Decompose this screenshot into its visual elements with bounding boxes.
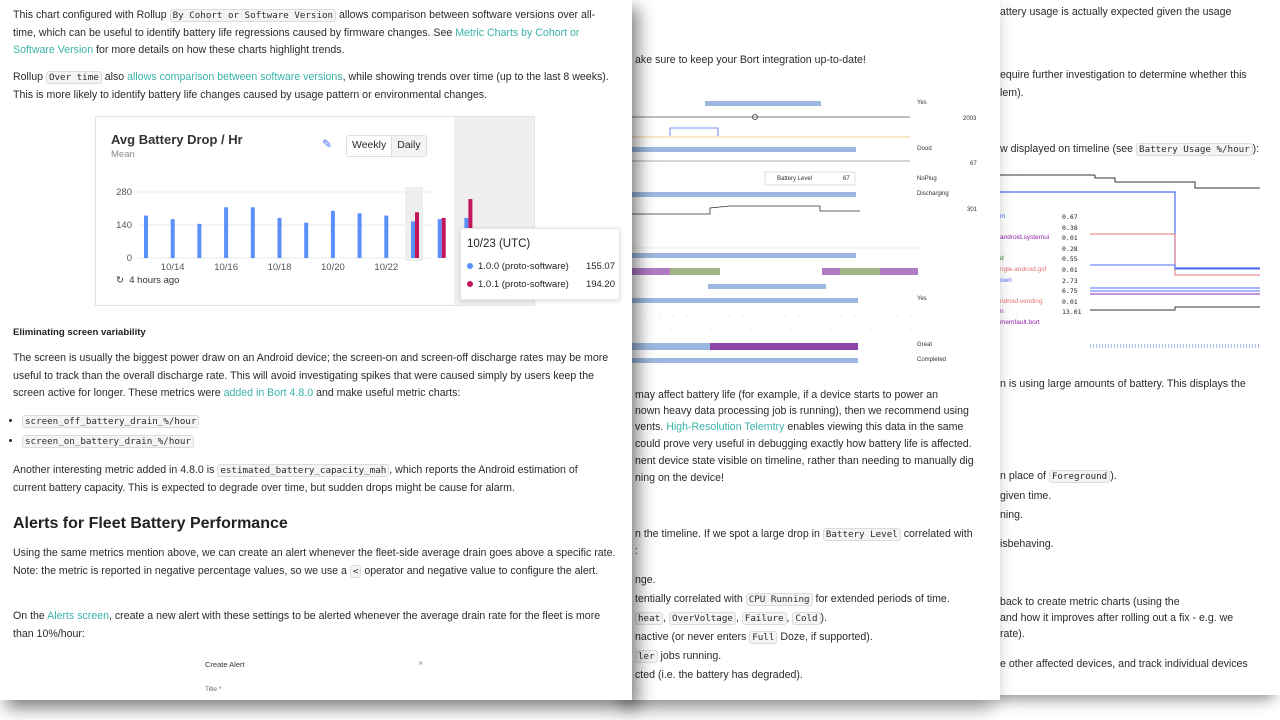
timeline-value: 2003 bbox=[963, 116, 977, 122]
app-usage-row bbox=[1000, 277, 1095, 287]
app-name: ngle.android.gsf bbox=[1000, 266, 1047, 273]
rollup-paragraph: Rollup Over time also allows comparison between software versions, while showing trends over time (up to the last 8 weeks). This is more likely to identify battery life changes caused by usage pattern or environmental changes. bbox=[13, 71, 609, 101]
text-line: equire further investigation to determine whether this bbox=[1000, 69, 1247, 81]
app-name: n bbox=[1000, 308, 1004, 316]
text-line: ning. bbox=[1000, 509, 1023, 521]
app-usage-row bbox=[1000, 213, 1095, 223]
app-usage-row bbox=[1000, 224, 1095, 234]
timeline-label: Good bbox=[917, 146, 932, 152]
text-line: nge. bbox=[635, 574, 656, 586]
bar bbox=[197, 224, 201, 258]
intro-paragraph: This chart configured with Rollup By Cohort or Software Version allows comparison between software versions over all-time, which can be useful to identify battery life regressions caused by firmware changes. See Metric Charts by Cohort or Software Version for more details on how these charts highlight trends. bbox=[13, 9, 596, 56]
battery-level-label: Battery Level bbox=[777, 176, 813, 182]
text-line: heat , OverVoltage , Failure , Cold ). bbox=[635, 610, 827, 628]
app-usage-value: 2.73 bbox=[1062, 276, 1078, 285]
list-item: • screen_on_battery_drain_%/hour bbox=[22, 433, 199, 451]
text-line: ning on the device! bbox=[635, 472, 724, 484]
app-usage-row bbox=[1000, 255, 1095, 265]
series-dot-icon bbox=[467, 281, 473, 287]
text-line: isbehaving. bbox=[1000, 538, 1054, 550]
app-usage-value: 0.38 bbox=[1062, 223, 1078, 232]
alerts-paragraph: Using the same metrics mention above, we can create an alert whenever the fleet-side average drain goes above a specific rate. Note: the metric is reported in negative percentage values, so we use a < operator and negative value to configure the alert. bbox=[13, 547, 616, 577]
x-tick-label: 10/22 bbox=[374, 262, 399, 273]
text-line: ake sure to keep your Bort integration up-to-date! bbox=[635, 54, 866, 66]
text-line: may affect battery life (for example, if a device starts to power an bbox=[635, 389, 939, 401]
text-line: ler jobs running. bbox=[635, 648, 721, 666]
timeline-label: Yes bbox=[917, 296, 927, 302]
text-line: n is using large amounts of battery. This displays the bbox=[1000, 378, 1246, 390]
app-usage-value: 0.01 bbox=[1062, 266, 1078, 274]
y-tick-label: 280 bbox=[116, 187, 132, 198]
app-usage-row bbox=[1000, 266, 1095, 276]
y-tick-label: 140 bbox=[116, 220, 132, 231]
list-item: • screen_off_battery_drain_%/hour bbox=[22, 413, 199, 431]
compare-versions-link[interactable]: allows comparison between software versions bbox=[127, 71, 343, 83]
alerts-screen-link[interactable]: Alerts screen bbox=[47, 610, 109, 622]
device-timeline bbox=[630, 98, 1000, 370]
bort-480-link[interactable]: added in Bort 4.8.0 bbox=[223, 387, 314, 399]
text-line: given time. bbox=[1000, 490, 1052, 502]
text-line: lem). bbox=[1000, 87, 1024, 99]
series-dot-icon bbox=[467, 263, 473, 269]
hrt-link[interactable]: High-Resolution Telemtry bbox=[666, 421, 785, 433]
bar bbox=[171, 219, 175, 258]
app-name: own bbox=[1000, 276, 1012, 284]
bar bbox=[251, 207, 255, 258]
refresh-icon[interactable]: ↻ bbox=[116, 275, 124, 286]
app-usage-value: 0.55 bbox=[1062, 255, 1078, 264]
text-line: nactive (or never enters Full Doze, if supported). bbox=[635, 631, 873, 643]
bar bbox=[384, 216, 388, 258]
timeline-label: NoPlug bbox=[917, 176, 937, 182]
text-line: e other affected devices, and track individual devices bbox=[1000, 658, 1248, 670]
text-line: : bbox=[635, 545, 638, 557]
app-usage-value: 0.01 bbox=[1062, 297, 1078, 306]
screen-paragraph: The screen is usually the biggest power draw on an Android device; the screen-on and screen-off discharge rates may be more useful to track than the overall discharge rate. This will avoid investigating spikes that were caused simply by users keep the screen active for longer. These metrics were added in Bort 4.8.0 and make useful metric charts: bbox=[13, 352, 609, 399]
text-line: rate). bbox=[1000, 628, 1025, 640]
battery-level-value: 67 bbox=[843, 176, 850, 182]
weekly-toggle[interactable]: Weekly bbox=[352, 139, 387, 151]
app-usage-value: 0.28 bbox=[1062, 244, 1078, 253]
x-tick-label: 10/16 bbox=[214, 262, 238, 273]
bar bbox=[358, 213, 362, 258]
text-line: attery usage is actually expected given the usage bbox=[1000, 6, 1232, 18]
bar bbox=[278, 218, 282, 258]
app-usage-value: 13.01 bbox=[1062, 308, 1082, 317]
refresh-status: ↻ 4 hours ago bbox=[116, 275, 180, 286]
bar bbox=[144, 216, 148, 258]
section-heading-alerts: Alerts for Fleet Battery Performance bbox=[13, 515, 288, 532]
metric-list bbox=[0, 413, 199, 450]
app-usage-value: 0.67 bbox=[1062, 213, 1078, 221]
x-tick-label: 10/14 bbox=[160, 262, 185, 273]
metric-charts-link[interactable]: Metric Charts by Cohort or Software Version bbox=[13, 26, 580, 56]
text-line: back to create metric charts (using the bbox=[1000, 596, 1180, 608]
text-line: vents. High-Resolution Telemtry enables viewing this data in the same bbox=[635, 421, 964, 433]
app-usage-row bbox=[1000, 298, 1095, 308]
app-name: m bbox=[1000, 213, 1006, 220]
bar bbox=[438, 219, 442, 258]
chart-subtitle: Mean bbox=[111, 149, 135, 160]
bar bbox=[411, 221, 415, 258]
create-alert-dialog-title: Create Alert bbox=[205, 660, 245, 669]
alert-title-field-label: Title * bbox=[205, 686, 222, 693]
app-usage-value: 0.01 bbox=[1062, 234, 1078, 243]
timeline-label: Discharging bbox=[917, 191, 949, 197]
timeline-value: 301 bbox=[967, 207, 978, 213]
text-line: n place of Foreground ). bbox=[1000, 470, 1117, 482]
capacity-paragraph: Another interesting metric added in 4.8.0 is estimated_battery_capacity_mah , which reports the Android estimation of current battery capacity. This is expected to degrade over time, but sudden drops might be cause for alarm. bbox=[13, 464, 578, 494]
app-usage-row bbox=[1000, 234, 1095, 244]
bar bbox=[331, 211, 335, 258]
text-line: nent device state visible on timeline, rather than needing to manually dig bbox=[635, 455, 974, 467]
timeline-label: Yes bbox=[917, 100, 927, 106]
section-heading-screen: Eliminating screen variability bbox=[13, 327, 146, 338]
chart-tooltip bbox=[460, 228, 620, 300]
document-page-left bbox=[0, 0, 632, 700]
pencil-icon[interactable]: ✎ bbox=[322, 137, 333, 151]
app-usage-row bbox=[1000, 308, 1095, 318]
text-line: n the timeline. If we spot a large drop in Battery Level correlated with bbox=[635, 528, 973, 540]
app-usage-row bbox=[1000, 319, 1095, 329]
text-line: cted (i.e. the battery has degraded). bbox=[635, 669, 803, 681]
text-line: and how it improves after rolling out a fix - e.g. we bbox=[1000, 612, 1234, 624]
timeline-label: Great bbox=[917, 342, 933, 348]
app-name: android.systemui bbox=[1000, 234, 1050, 242]
document-page-right bbox=[995, 0, 1280, 695]
bar bbox=[304, 223, 308, 258]
document-page-middle bbox=[630, 0, 1000, 700]
chart-title: Avg Battery Drop / Hr bbox=[111, 132, 243, 147]
x-tick-label: 10/20 bbox=[321, 262, 345, 273]
app-usage-row bbox=[1000, 245, 1095, 255]
alerts-screen-paragraph: On the Alerts screen, create a new alert with these settings to be alerted whenever the average drain rate for the fleet is more than 10%/hour: bbox=[13, 610, 601, 640]
app-usage-value: 6.75 bbox=[1062, 287, 1078, 296]
timeline-value: 67 bbox=[970, 161, 977, 167]
app-name: d bbox=[1000, 255, 1004, 263]
tooltip-date: 10/23 (UTC) bbox=[467, 238, 531, 250]
y-tick-label: 0 bbox=[126, 253, 132, 264]
timeline-label: Completed bbox=[917, 357, 947, 363]
bar bbox=[442, 218, 446, 258]
daily-toggle[interactable]: Daily bbox=[391, 136, 425, 156]
close-icon[interactable]: × bbox=[418, 658, 424, 668]
text-line: w displayed on timeline (see Battery Usage %/hour ): bbox=[1000, 143, 1260, 155]
text-line: tentially correlated with CPU Running for extended periods of time. bbox=[635, 593, 950, 605]
bar bbox=[415, 212, 419, 258]
text-line: nown heavy data processing job is running), then we recommend using bbox=[635, 405, 969, 417]
x-tick-label: 10/18 bbox=[267, 262, 292, 273]
battery-drop-chart-card bbox=[95, 116, 615, 306]
app-name: memfault.bort bbox=[1000, 319, 1040, 326]
app-name: ndroid.vending bbox=[1000, 297, 1043, 305]
tooltip-row: 1.0.0 (proto-software) 155.07 bbox=[467, 261, 615, 272]
text-line: could prove very useful in debugging exactly how battery life is affected. bbox=[635, 438, 972, 450]
tooltip-row: 1.0.1 (proto-software) 194.20 bbox=[467, 279, 615, 290]
bar bbox=[224, 207, 228, 258]
app-usage-row bbox=[1000, 287, 1095, 297]
